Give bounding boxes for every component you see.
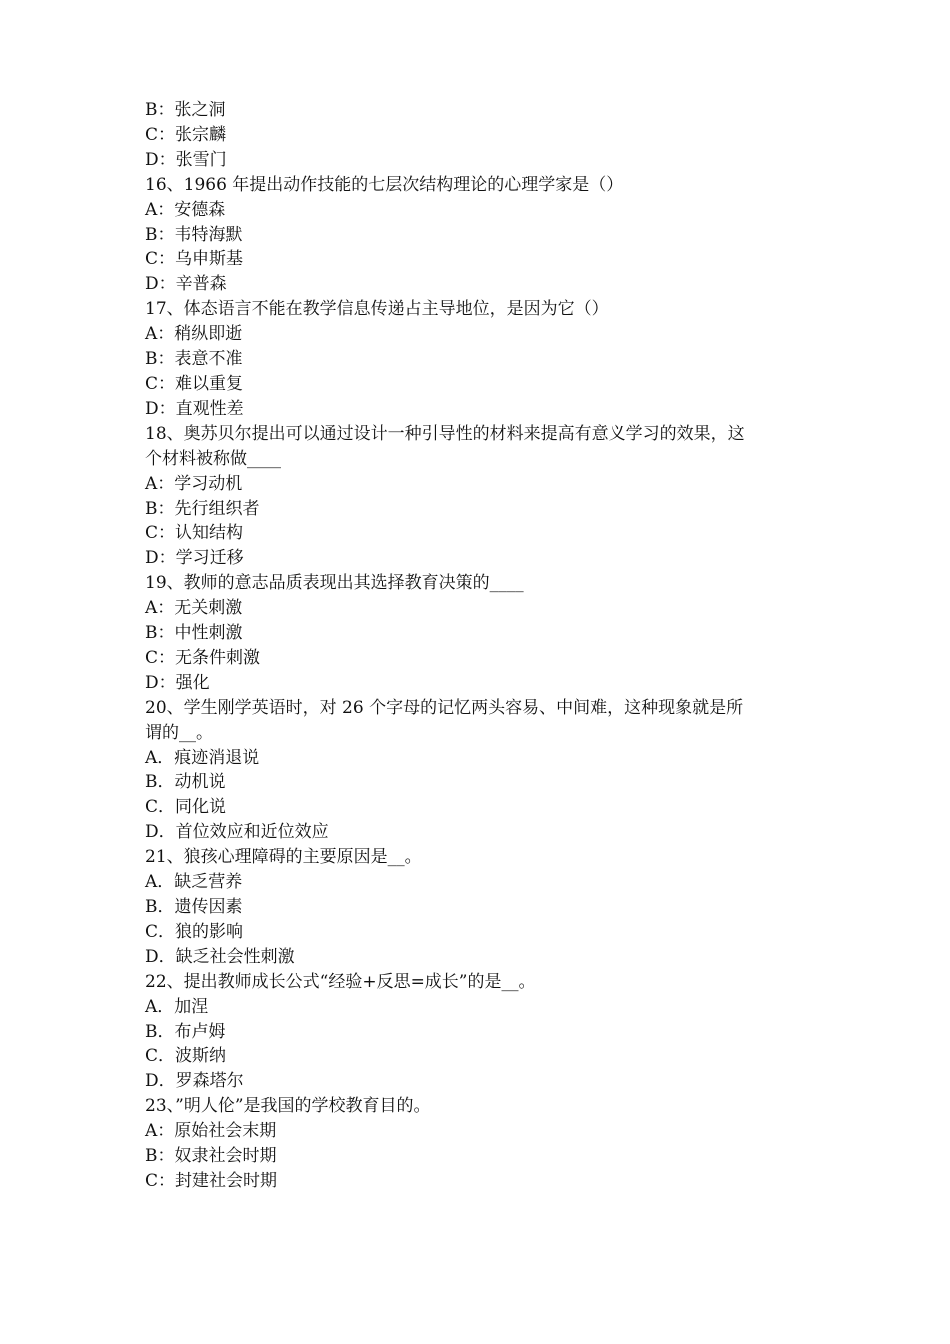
question-19: 19、教师的意志品质表现出其选择教育决策的____ xyxy=(145,573,524,594)
option-line: D．缺乏社会性刺激 xyxy=(145,946,295,967)
option-line: B．遗传因素 xyxy=(145,897,243,917)
question-18: 18、奥苏贝尔提出可以通过设计一种引导性的材料来提高有意义学习的效果，这 xyxy=(145,423,745,444)
option-line: A：稍纵即逝 xyxy=(145,324,243,345)
option-line: A．缺乏营养 xyxy=(145,872,243,893)
option-line: B：张之洞 xyxy=(145,100,226,120)
option-line: C：难以重复 xyxy=(145,373,244,394)
question-23: 23、”明人伦”是我国的学校教育目的。 xyxy=(145,1096,431,1117)
option-line: C：无条件刺激 xyxy=(145,647,261,668)
option-line: A：无关刺激 xyxy=(145,598,243,619)
question-16: 16、1966 年提出动作技能的七层次结构理论的心理学家是（） xyxy=(145,174,624,195)
option-line: A：原始社会末期 xyxy=(145,1121,277,1142)
option-line: C．狼的影响 xyxy=(145,921,244,942)
option-line: C．波斯纳 xyxy=(145,1046,227,1067)
option-line: C：封建社会时期 xyxy=(145,1170,278,1191)
option-line: A．加涅 xyxy=(145,996,209,1017)
question-text-block xyxy=(145,98,810,1194)
option-line: D：辛普森 xyxy=(145,274,227,295)
option-line: B：中性刺激 xyxy=(145,623,243,644)
question-22: 22、提出教师成长公式“经验+反思=成长”的是__。 xyxy=(145,971,536,992)
option-line: D：强化 xyxy=(145,672,210,693)
question-21: 21、狼孩心理障碍的主要原因是__。 xyxy=(145,847,422,868)
option-line: B：表意不准 xyxy=(145,349,243,370)
option-line: D．首位效应和近位效应 xyxy=(145,822,329,843)
question-17: 17、体态语言不能在教学信息传递占主导地位，是因为它（） xyxy=(145,299,609,320)
option-line: A：安德森 xyxy=(145,199,226,220)
option-line: D：学习迁移 xyxy=(145,548,244,569)
question-18-continued: 个材料被称做____ xyxy=(145,448,281,469)
option-line: C：乌申斯基 xyxy=(145,249,244,270)
option-line: B：奴隶社会时期 xyxy=(145,1146,277,1167)
option-line: A．痕迹消退说 xyxy=(145,747,260,768)
option-line: B：先行组织者 xyxy=(145,498,260,519)
question-20-continued: 谓的__。 xyxy=(145,722,213,743)
option-line: B：韦特海默 xyxy=(145,224,243,245)
question-20: 20、学生刚学英语时，对 26 个字母的记忆两头容易、中间难，这种现象就是所 xyxy=(145,697,744,718)
option-line: D：直观性差 xyxy=(145,398,244,419)
option-line: D：张雪门 xyxy=(145,149,227,170)
option-line: C：认知结构 xyxy=(145,523,244,544)
option-line: C．同化说 xyxy=(145,797,227,818)
option-line: D．罗森塔尔 xyxy=(145,1071,244,1092)
option-line: A：学习动机 xyxy=(145,473,243,494)
option-line: B．布卢姆 xyxy=(145,1021,226,1042)
option-line: B．动机说 xyxy=(145,772,226,793)
option-line: C：张宗麟 xyxy=(145,124,227,145)
